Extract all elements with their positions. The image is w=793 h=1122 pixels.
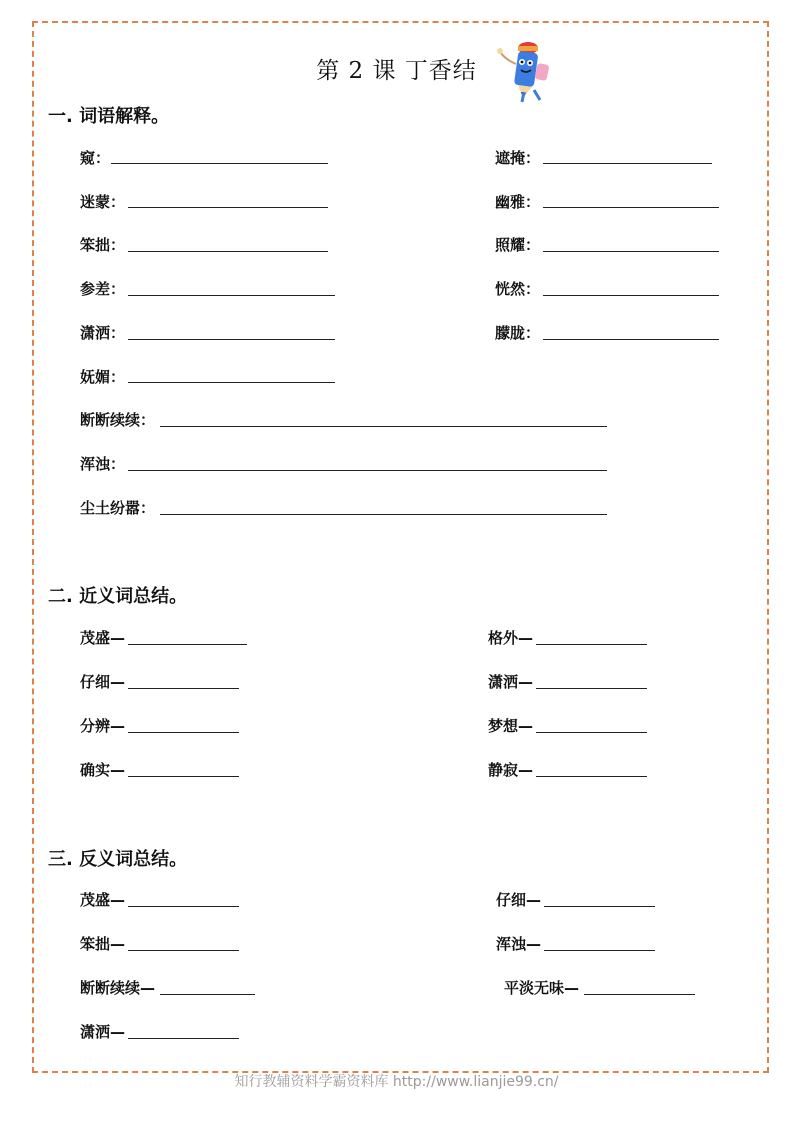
- answer-line[interactable]: [536, 732, 647, 733]
- term-label: 茂盛—: [80, 891, 126, 909]
- term-label: 分辨—: [80, 717, 126, 735]
- answer-line[interactable]: [111, 163, 328, 164]
- term-label: 笨拙：: [80, 236, 126, 254]
- answer-line[interactable]: [160, 994, 255, 995]
- answer-line[interactable]: [543, 163, 712, 164]
- footer-watermark: 知行教辅资料学霸资料库 http://www.lianjie99.cn/: [234, 1074, 559, 1090]
- answer-line[interactable]: [536, 776, 647, 777]
- term-label: 幽雅：: [495, 193, 541, 211]
- answer-line[interactable]: [543, 251, 719, 252]
- section-heading-synonyms: 二. 近义词总结。: [48, 586, 188, 607]
- answer-line[interactable]: [128, 1038, 239, 1039]
- term-label: 浑浊—: [496, 935, 542, 953]
- term-label: 茂盛—: [80, 629, 126, 647]
- term-label: 断断续续：: [80, 411, 156, 429]
- term-label: 参差：: [80, 280, 126, 298]
- term-label: 笨拙—: [80, 935, 126, 953]
- answer-line[interactable]: [160, 426, 607, 427]
- answer-line[interactable]: [160, 514, 607, 515]
- answer-line[interactable]: [128, 776, 239, 777]
- term-label: 断断续续—: [80, 979, 156, 997]
- answer-line[interactable]: [128, 906, 239, 907]
- answer-line[interactable]: [128, 732, 239, 733]
- pencil-mascot-icon: [494, 40, 558, 104]
- answer-line[interactable]: [128, 950, 239, 951]
- term-label: 妩媚：: [80, 368, 126, 386]
- term-label: 迷蒙：: [80, 193, 126, 211]
- term-label: 梦想—: [488, 717, 534, 735]
- answer-line[interactable]: [543, 207, 719, 208]
- term-label: 仔细—: [80, 673, 126, 691]
- answer-line[interactable]: [128, 382, 335, 383]
- page-border: [32, 21, 769, 1073]
- answer-line[interactable]: [128, 470, 607, 471]
- answer-line[interactable]: [544, 906, 655, 907]
- answer-line[interactable]: [128, 251, 328, 252]
- term-label: 恍然：: [495, 280, 541, 298]
- term-label: 朦胧：: [495, 324, 541, 342]
- answer-line[interactable]: [584, 994, 695, 995]
- term-label: 平淡无味—: [504, 979, 580, 997]
- answer-line[interactable]: [128, 339, 335, 340]
- term-label: 确实—: [80, 761, 126, 779]
- term-label: 静寂—: [488, 761, 534, 779]
- term-label: 浑浊：: [80, 455, 126, 473]
- term-label: 潇洒—: [488, 673, 534, 691]
- answer-line[interactable]: [536, 688, 647, 689]
- answer-line[interactable]: [128, 644, 247, 645]
- term-label: 格外—: [488, 629, 534, 647]
- answer-line[interactable]: [128, 207, 328, 208]
- term-label: 遮掩：: [495, 149, 541, 167]
- term-label: 潇洒：: [80, 324, 126, 342]
- answer-line[interactable]: [544, 950, 655, 951]
- term-label: 窥：: [80, 149, 111, 167]
- answer-line[interactable]: [128, 295, 335, 296]
- page-title: 第 2 课 丁香结: [316, 58, 477, 84]
- term-label: 仔细—: [496, 891, 542, 909]
- section-heading-antonyms: 三. 反义词总结。: [48, 849, 188, 870]
- term-label: 潇洒—: [80, 1023, 126, 1041]
- answer-line[interactable]: [543, 339, 719, 340]
- term-label: 照耀：: [495, 236, 541, 254]
- answer-line[interactable]: [128, 688, 239, 689]
- term-label: 尘土纷嚣：: [80, 499, 156, 517]
- answer-line[interactable]: [543, 295, 719, 296]
- answer-line[interactable]: [536, 644, 647, 645]
- section-heading-definitions: 一. 词语解释。: [48, 106, 170, 127]
